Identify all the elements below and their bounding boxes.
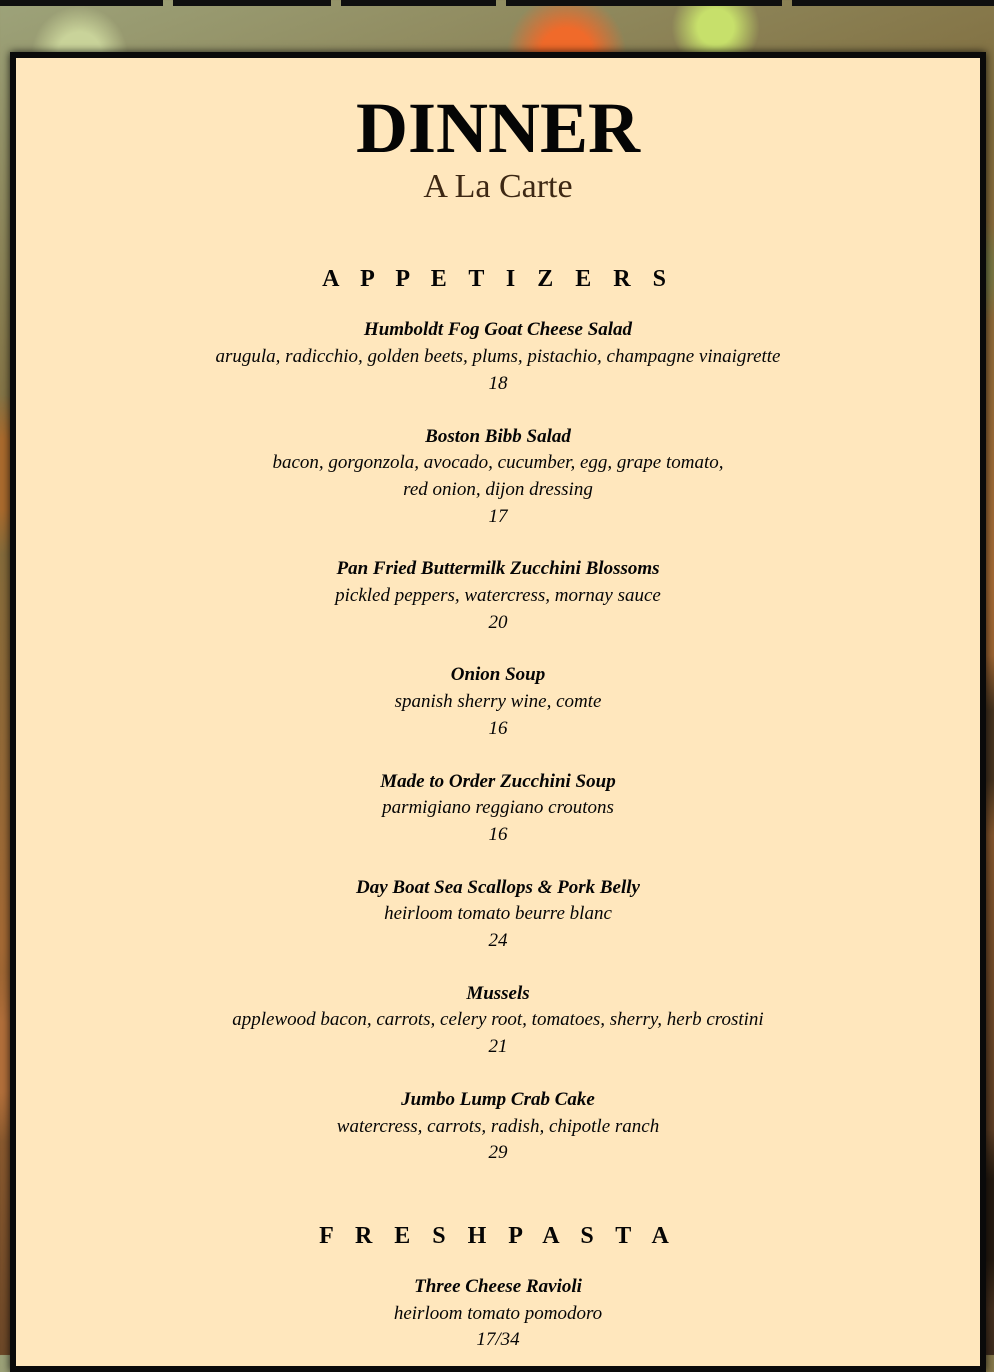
nav-item-wine-spirits[interactable] [506, 0, 782, 6]
nav-item-home[interactable] [0, 0, 163, 6]
menu-item-description: applewood bacon, carrots, celery root, tomatoes, sherry, herb crostini [232, 1009, 764, 1031]
menu-item [16, 875, 980, 955]
menu-item-price: 16 [488, 717, 508, 739]
menu-item-description: spanish sherry wine, comte [394, 691, 602, 713]
menu-item-name: Made to Order Zucchini Soup [380, 770, 616, 792]
nav-divider [782, 0, 792, 6]
menu-item-name: Three Cheese Ravioli [414, 1275, 582, 1297]
menu-item-price: 21 [488, 1036, 508, 1058]
menu-item-name: Pan Fried Buttermilk Zucchini Blossoms [336, 558, 660, 580]
appetizers-list [16, 317, 980, 1167]
nav-item-menu[interactable] [173, 0, 331, 6]
nav-divider [163, 0, 173, 6]
menu-item-price: 16 [488, 823, 508, 845]
nav-divider [331, 0, 341, 6]
menu-item [16, 662, 980, 742]
nav-item-press[interactable] [341, 0, 496, 6]
menu-item-description: pickled peppers, watercress, mornay sauce [335, 585, 661, 607]
top-nav [0, 0, 994, 6]
menu-item [16, 981, 980, 1061]
menu-item-name: Day Boat Sea Scallops & Pork Belly [356, 876, 640, 898]
menu-item-description: bacon, gorgonzola, avocado, cucumber, egg, grape tomato, [272, 452, 724, 474]
menu-item [16, 317, 980, 397]
menu-item-name: Jumbo Lump Crab Cake [401, 1088, 595, 1110]
page-title: DINNER [355, 88, 641, 168]
menu-panel [10, 52, 986, 1372]
menu-item [16, 1274, 980, 1354]
menu-item [16, 556, 980, 636]
menu-item-description: heirloom tomato pomodoro [393, 1302, 603, 1324]
fresh-pasta-heading: F R E S H P A S T A [319, 1222, 677, 1249]
menu-item [16, 1087, 980, 1167]
menu-item-price: 17/34 [476, 1329, 520, 1351]
page-subtitle: A La Carte [423, 168, 573, 205]
menu-item-description: red onion, dijon dressing [403, 478, 593, 500]
menu-item-price: 29 [488, 1142, 508, 1164]
menu-item-price: 20 [488, 611, 508, 633]
nav-item-contact[interactable] [792, 0, 994, 6]
menu-item-name: Mussels [466, 982, 530, 1004]
menu-item [16, 769, 980, 849]
menu-item-description: heirloom tomato beurre blanc [384, 903, 612, 925]
menu-item-price: 17 [488, 505, 508, 527]
menu-item-name: Onion Soup [450, 664, 546, 686]
menu-item-price: 18 [488, 372, 508, 394]
menu-item-description: arugula, radicchio, golden beets, plums, pistachio, champagne vinaigrette [215, 346, 781, 368]
nav-divider [496, 0, 506, 6]
menu-item-description: parmigiano reggiano croutons [382, 797, 614, 819]
appetizers-heading: A P P E T I Z E R S [322, 266, 674, 293]
menu-item-name: Boston Bibb Salad [425, 425, 571, 447]
menu-item-price: 24 [488, 930, 508, 952]
menu-item-description: watercress, carrots, radish, chipotle ranch [336, 1115, 660, 1137]
fresh-pasta-list [16, 1274, 980, 1354]
menu-item-name: Humboldt Fog Goat Cheese Salad [363, 319, 633, 341]
menu-item [16, 424, 980, 531]
